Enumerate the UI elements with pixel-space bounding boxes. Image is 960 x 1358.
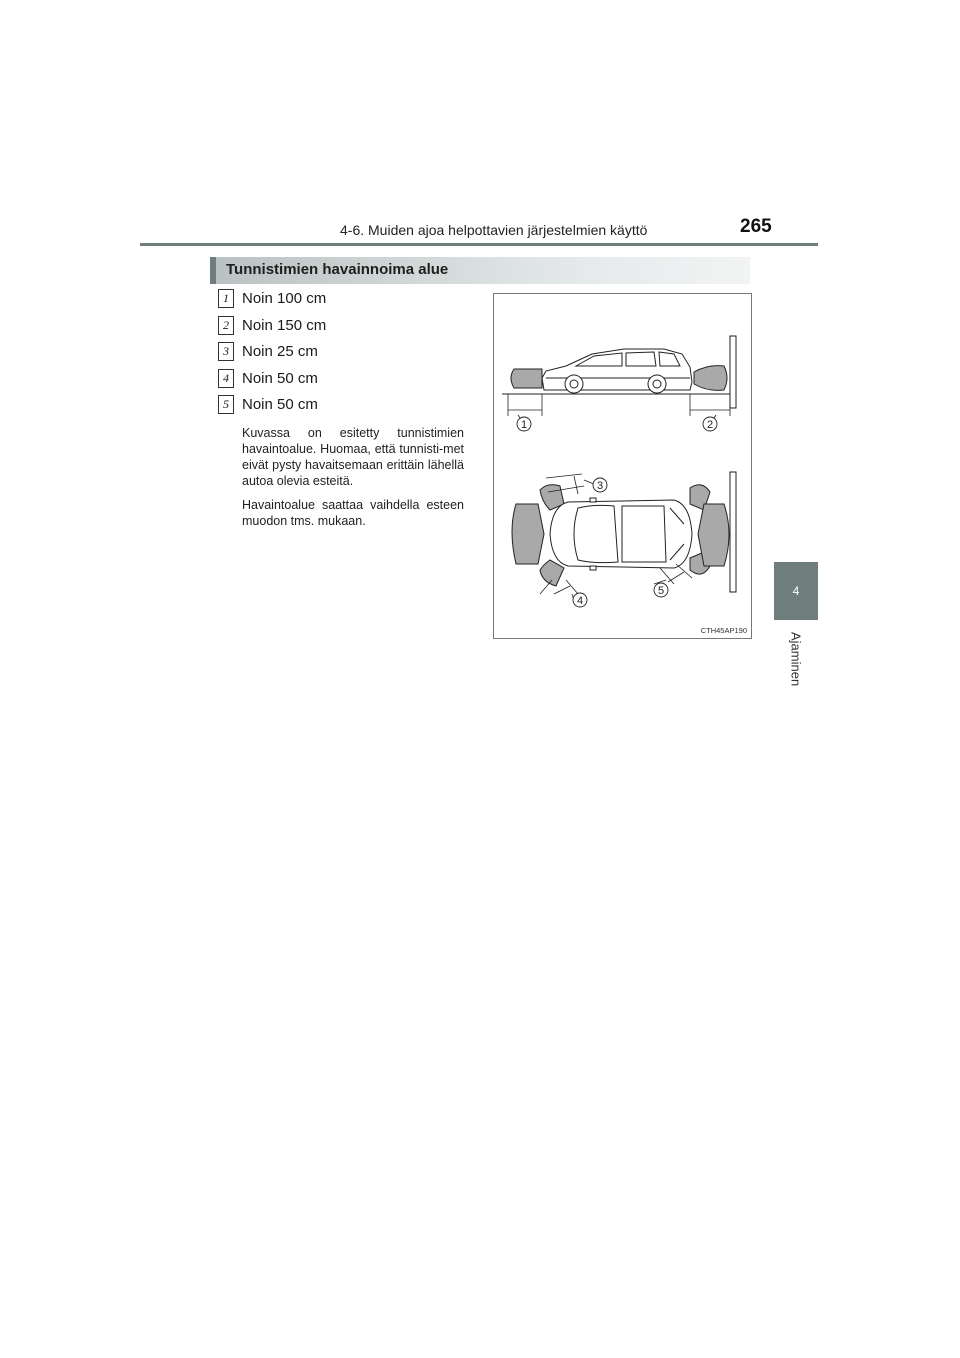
list-item xyxy=(218,342,318,362)
list-item xyxy=(218,289,326,309)
item-number-badge: 3 xyxy=(218,342,234,361)
figure-drawing xyxy=(494,294,751,638)
chapter-number: 4 xyxy=(792,584,800,598)
car-top-view xyxy=(550,498,692,570)
callout-3-label: 3 xyxy=(596,480,604,492)
front-right-corner-zone xyxy=(540,560,564,586)
section-heading-bar xyxy=(210,257,750,284)
callout-5-label: 5 xyxy=(657,585,665,597)
chapter-label-text: Ajaminen xyxy=(788,632,804,687)
front-center-zone xyxy=(512,504,544,564)
callout-1-label: 1 xyxy=(520,419,528,431)
item-number-badge: 4 xyxy=(218,369,234,388)
side-dimensions xyxy=(508,394,730,424)
callout-4-label: 4 xyxy=(576,595,584,607)
paragraph-shape-note: Havaintoalue saattaa vaihdella esteen muodon tms. mukaan. xyxy=(242,498,464,528)
item-text: Noin 25 cm xyxy=(242,343,318,360)
chapter-label xyxy=(782,632,810,722)
paragraph-detection-area: Kuvassa on esitetty tunnistimien havaintoalue. Huomaa, että tunnisti-met eivät pysty havaitsemaan erittäin lähellä autoa olevia esteitä. xyxy=(242,426,464,488)
page-number: 265 xyxy=(740,216,772,237)
item-text: Noin 100 cm xyxy=(242,290,327,307)
list-item xyxy=(218,316,326,336)
item-number-badge: 5 xyxy=(218,395,234,414)
item-text: Noin 50 cm xyxy=(242,370,318,387)
item-number-badge: 1 xyxy=(218,289,234,308)
section-title: Tunnistimien havainnoima alue xyxy=(226,261,449,278)
car-side-view xyxy=(542,349,692,393)
item-number-badge: 2 xyxy=(218,316,234,335)
rear-center-zone xyxy=(698,504,729,566)
list-item xyxy=(218,395,318,415)
list-item xyxy=(218,369,318,389)
item-text: Noin 50 cm xyxy=(242,396,318,413)
callout-2-label: 2 xyxy=(706,419,714,431)
chapter-tab xyxy=(774,562,818,620)
section-accent xyxy=(210,257,216,284)
item-text: Noin 150 cm xyxy=(242,317,327,334)
front-zone-side xyxy=(511,369,542,388)
header-rule xyxy=(140,243,818,246)
sensor-detection-figure xyxy=(493,293,752,639)
wall-top xyxy=(730,336,736,408)
wall-bottom xyxy=(730,472,736,592)
header-title: 4-6. Muiden ajoa helpottavien järjestelmien käyttö xyxy=(340,222,648,238)
figure-code: CTH45AP190 xyxy=(700,626,747,635)
rear-zone-side xyxy=(694,366,727,391)
